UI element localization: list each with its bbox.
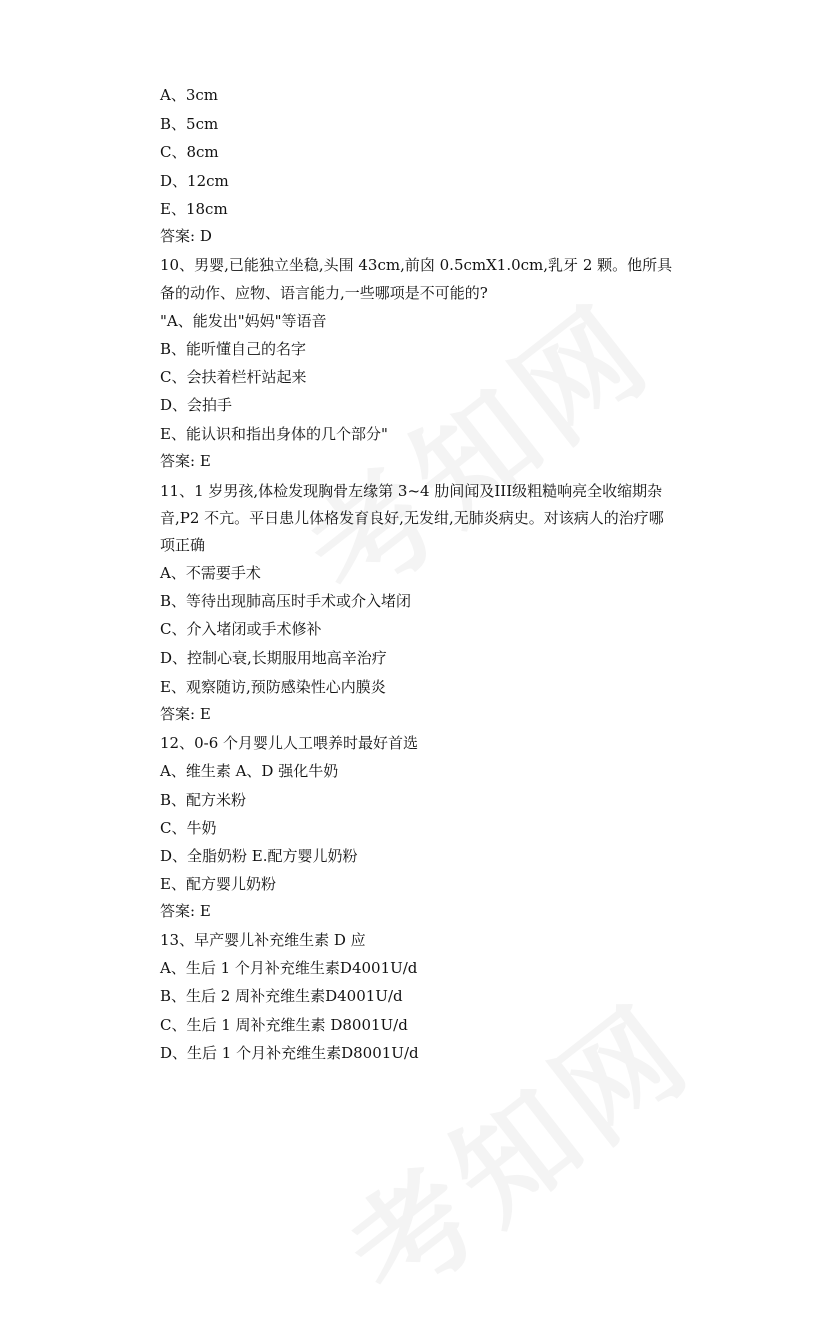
option-line: A、3cm <box>160 86 219 104</box>
option-line: D、生后 1 个月补充维生素D8001U/d <box>160 1044 419 1062</box>
option-line: C、会扶着栏杆站起来 <box>160 368 307 386</box>
answer-line: 答案: D <box>160 227 212 245</box>
option-line: D、会拍手 <box>160 396 233 414</box>
option-line: E、观察随访,预防感染性心内膜炎 <box>160 678 386 696</box>
option-line: B、5cm <box>160 115 219 133</box>
question-line: 13、早产婴儿补充维生素 D 应 <box>160 931 366 949</box>
answer-line: 答案: E <box>160 705 211 723</box>
option-line: B、等待出现肺高压时手术或介入堵闭 <box>160 592 412 610</box>
watermark <box>268 258 681 634</box>
question-line: 10、男婴,已能独立坐稳,头围 43cm,前囟 0.5cmX1.0cm,乳牙 2 颗。他所具 <box>160 256 673 274</box>
option-line: B、生后 2 周补充维生素D4001U/d <box>160 987 403 1005</box>
option-line: C、生后 1 周补充维生素 D8001U/d <box>160 1016 408 1034</box>
option-line: C、牛奶 <box>160 819 217 837</box>
option-line: D、12cm <box>160 172 229 190</box>
answer-line: 答案: E <box>160 902 211 920</box>
option-line: C、8cm <box>160 143 219 161</box>
option-line: E、18cm <box>160 200 228 218</box>
answer-line: 答案: E <box>160 452 211 470</box>
option-line: B、配方米粉 <box>160 791 247 809</box>
option-line: E、能认识和指出身体的几个部分" <box>160 425 388 443</box>
option-line: C、介入堵闭或手术修补 <box>160 620 322 638</box>
question-line: 项正确 <box>160 536 206 554</box>
question-line: 11、1 岁男孩,体检发现胸骨左缘第 3~4 肋间闻及III级粗糙响亮全收缩期杂 <box>160 482 663 500</box>
option-line: A、生后 1 个月补充维生素D4001U/d <box>160 959 418 977</box>
option-line: D、全脂奶粉 E.配方婴儿奶粉 <box>160 847 358 865</box>
option-line: A、不需要手术 <box>160 564 261 582</box>
option-line: D、控制心衰,长期服用地高辛治疗 <box>160 649 387 667</box>
question-line: 备的动作、应物、语言能力,一些哪项是不可能的? <box>160 284 488 302</box>
option-line: E、配方婴儿奶粉 <box>160 875 276 893</box>
option-line: A、维生素 A、D 强化牛奶 <box>160 762 339 780</box>
question-line: 12、0-6 个月婴儿人工喂养时最好首选 <box>160 734 419 752</box>
option-line: B、能听懂自己的名字 <box>160 340 307 358</box>
question-line: 音,P2 不亢。平日患儿体格发育良好,无发绀,无肺炎病史。对该病人的治疗哪 <box>160 509 664 527</box>
option-line: "A、能发出"妈妈"等语音 <box>160 312 327 330</box>
